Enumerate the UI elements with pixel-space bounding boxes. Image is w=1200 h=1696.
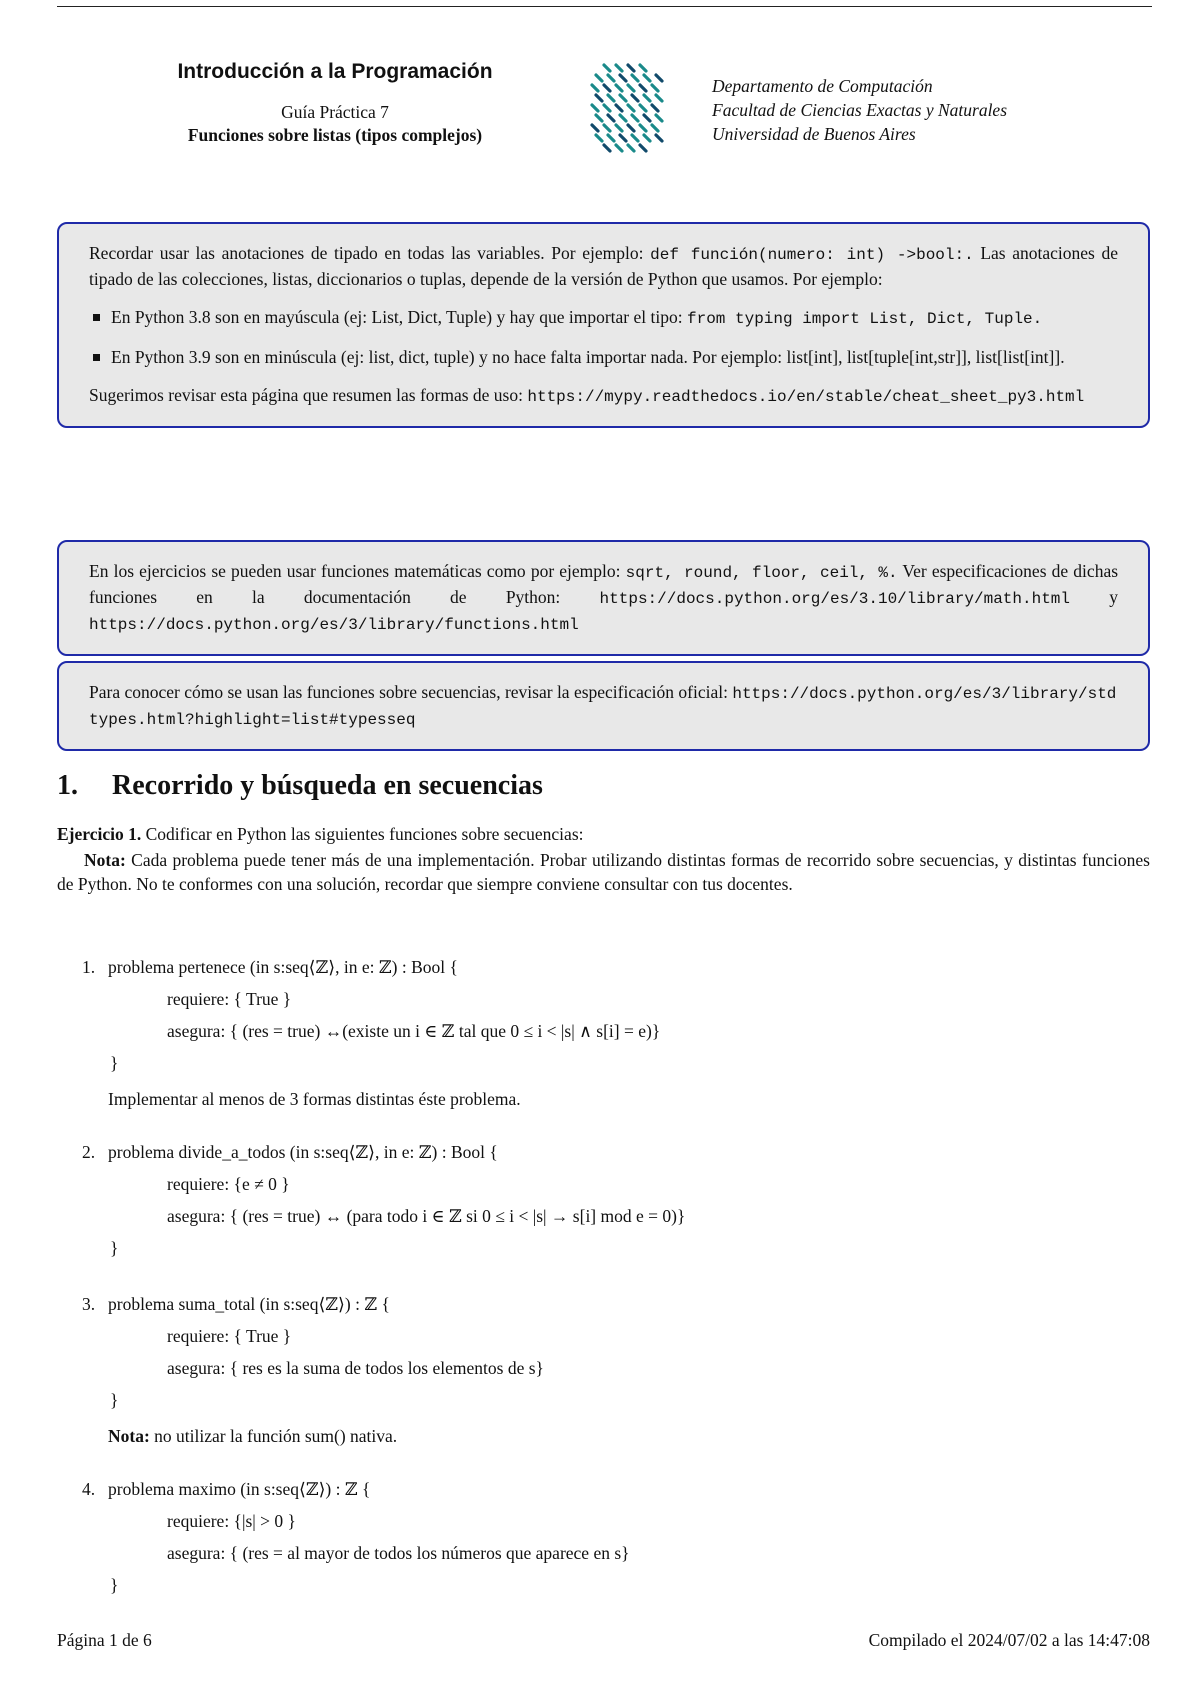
exercise-text: Codificar en Python las siguientes funciones sobre secuencias: bbox=[141, 824, 584, 844]
mypy-link[interactable]: https://mypy.readthedocs.io/en/stable/cheat_sheet_py3.html bbox=[527, 388, 1085, 406]
problem-pertenece bbox=[82, 955, 1142, 1109]
problem-close: } bbox=[110, 1238, 119, 1258]
stdtypes-link[interactable]: https://docs.python.org/es/3/library/stdtypes.html?highlight=list#typesseq bbox=[89, 685, 1117, 729]
course-block bbox=[120, 60, 550, 146]
problem-ensures: asegura: { (res = al mayor de todos los números que aparece en s} bbox=[167, 1543, 630, 1563]
suggestion-text: Sugerimos revisar esta página que resumen las formas de uso: bbox=[89, 385, 528, 405]
top-rule bbox=[57, 6, 1152, 7]
problem-ensures: asegura: { (res = true) ↔ (para todo i ∈ ℤ si 0 ≤ i < |s| → s[i] mod e = 0)} bbox=[167, 1206, 686, 1226]
problem-requires: requiere: {|s| > 0 } bbox=[167, 1511, 296, 1531]
section-title: Recorrido y búsqueda en secuencias bbox=[112, 770, 543, 801]
problem-header: problema maximo (in s:seq⟨ℤ⟩) : ℤ { bbox=[108, 1479, 371, 1499]
list-item bbox=[111, 345, 1118, 369]
problem-ensures: asegura: { res es la suma de todos los elementos de s} bbox=[167, 1358, 544, 1378]
guide-title: Guía Práctica 7 bbox=[281, 102, 389, 122]
typing-note-code: def función(numero: int) ->bool:. bbox=[650, 246, 974, 264]
math-docs-link[interactable]: https://docs.python.org/es/3.10/library/math.html bbox=[599, 590, 1071, 608]
sequences-paragraph bbox=[89, 680, 1118, 732]
exercise-label: Ejercicio 1. bbox=[57, 824, 142, 844]
typing-note-paragraph bbox=[89, 241, 1118, 291]
math-text-2: Ver especificaciones de dichas funciones en la documentación de Python: bbox=[89, 561, 1119, 607]
department-name: Departamento de Computación bbox=[712, 76, 933, 96]
problem-header: problema pertenece (in s:seq⟨ℤ⟩, in e: ℤ) : Bool { bbox=[108, 957, 458, 977]
problem-maximo bbox=[82, 1477, 1142, 1597]
section-heading bbox=[57, 770, 543, 802]
python38-text: En Python 3.8 son en mayúscula (ej: List, Dict, Tuple) y hay que importar el tipo: bbox=[111, 307, 687, 327]
python38-code: from typing import List, Dict, Tuple. bbox=[686, 310, 1043, 328]
problem-requires: requiere: { True } bbox=[167, 989, 292, 1009]
problem-number: 1. bbox=[82, 957, 96, 977]
problem-close: } bbox=[110, 1390, 119, 1410]
typing-note-text-2: Las anotaciones de tipado de las colecciones, listas, diccionarios o tuplas, depende de la versión de Python que usamos. Por ejemplo: bbox=[89, 243, 1118, 289]
compiled-timestamp: Compilado el 2024/07/02 a las 14:47:08 bbox=[868, 1630, 1150, 1650]
math-functions-box bbox=[57, 540, 1150, 656]
exercise-heading bbox=[57, 824, 1150, 845]
problem-extra: Implementar al menos de 3 formas distintas éste problema. bbox=[108, 1089, 521, 1109]
problem-close: } bbox=[110, 1053, 119, 1073]
course-title: Introducción a la Programación bbox=[177, 60, 493, 83]
problem-header: problema suma_total (in s:seq⟨ℤ⟩) : ℤ { bbox=[108, 1294, 390, 1314]
functions-docs-link[interactable]: https://docs.python.org/es/3/library/functions.html bbox=[89, 616, 579, 634]
sequences-text: Para conocer cómo se usan las funciones sobre secuencias, revisar la especificación oficial: bbox=[89, 682, 733, 702]
faculty-name: Facultad de Ciencias Exactas y Naturales bbox=[712, 100, 1008, 120]
problem-number: 4. bbox=[82, 1479, 96, 1499]
problem-requires: requiere: { True } bbox=[167, 1326, 292, 1346]
page-header bbox=[0, 60, 1200, 170]
problem-extra bbox=[108, 1424, 397, 1448]
problem-divide-a-todos bbox=[82, 1140, 1142, 1260]
problem-close: } bbox=[110, 1575, 119, 1595]
section-number: 1. bbox=[57, 770, 78, 801]
sequences-box bbox=[57, 661, 1150, 751]
suggestion-paragraph bbox=[89, 383, 1118, 409]
list-item bbox=[111, 305, 1118, 331]
math-functions-code: sqrt, round, floor, ceil, %. bbox=[625, 564, 898, 582]
guide-subtitle: Funciones sobre listas (tipos complejos) bbox=[187, 125, 483, 145]
institution-block bbox=[712, 74, 1007, 146]
page-number: Página 1 de 6 bbox=[57, 1630, 152, 1650]
math-text: En los ejercicios se pueden usar funciones matemáticas como por ejemplo: bbox=[89, 561, 626, 581]
math-text-3: y bbox=[1070, 587, 1119, 607]
problem-header: problema divide_a_todos (in s:seq⟨ℤ⟩, in e: ℤ) : Bool { bbox=[108, 1142, 498, 1162]
exercise-note bbox=[57, 848, 1150, 896]
problem-ensures: asegura: { (res = true) ↔(existe un i ∈ ℤ tal que 0 ≤ i < |s| ∧ s[i] = e)} bbox=[167, 1021, 661, 1041]
math-functions-paragraph bbox=[89, 559, 1118, 637]
exercise-note-text: Cada problema puede tener más de una implementación. Probar utilizando distintas formas de recorrido sobre secuencias, y distintas funciones de Python. No te conformes con una solución, recordar que siempre conviene consultar con tus docentes. bbox=[57, 850, 1150, 894]
python-version-list bbox=[89, 305, 1118, 369]
typing-note-box bbox=[57, 222, 1150, 428]
typing-note-text: Recordar usar las anotaciones de tipado en todas las variables. Por ejemplo: bbox=[89, 243, 651, 263]
problem-extra-label: Nota: bbox=[108, 1426, 150, 1446]
exercise-note-label: Nota: bbox=[84, 850, 126, 870]
python39-text: En Python 3.9 son en minúscula (ej: list, dict, tuple) y no hace falta importar nada. Por ejemplo: list[int], list[tuple[int,str]], list[list[int]]. bbox=[111, 347, 1065, 367]
problem-number: 2. bbox=[82, 1142, 96, 1162]
university-name: Universidad de Buenos Aires bbox=[712, 124, 916, 144]
problem-requires: requiere: {e ≠ 0 } bbox=[167, 1174, 290, 1194]
problem-extra-text: no utilizar la función sum() nativa. bbox=[149, 1426, 398, 1446]
faculty-logo-icon bbox=[585, 60, 670, 160]
problem-number: 3. bbox=[82, 1294, 96, 1314]
problem-suma-total bbox=[82, 1292, 1142, 1447]
